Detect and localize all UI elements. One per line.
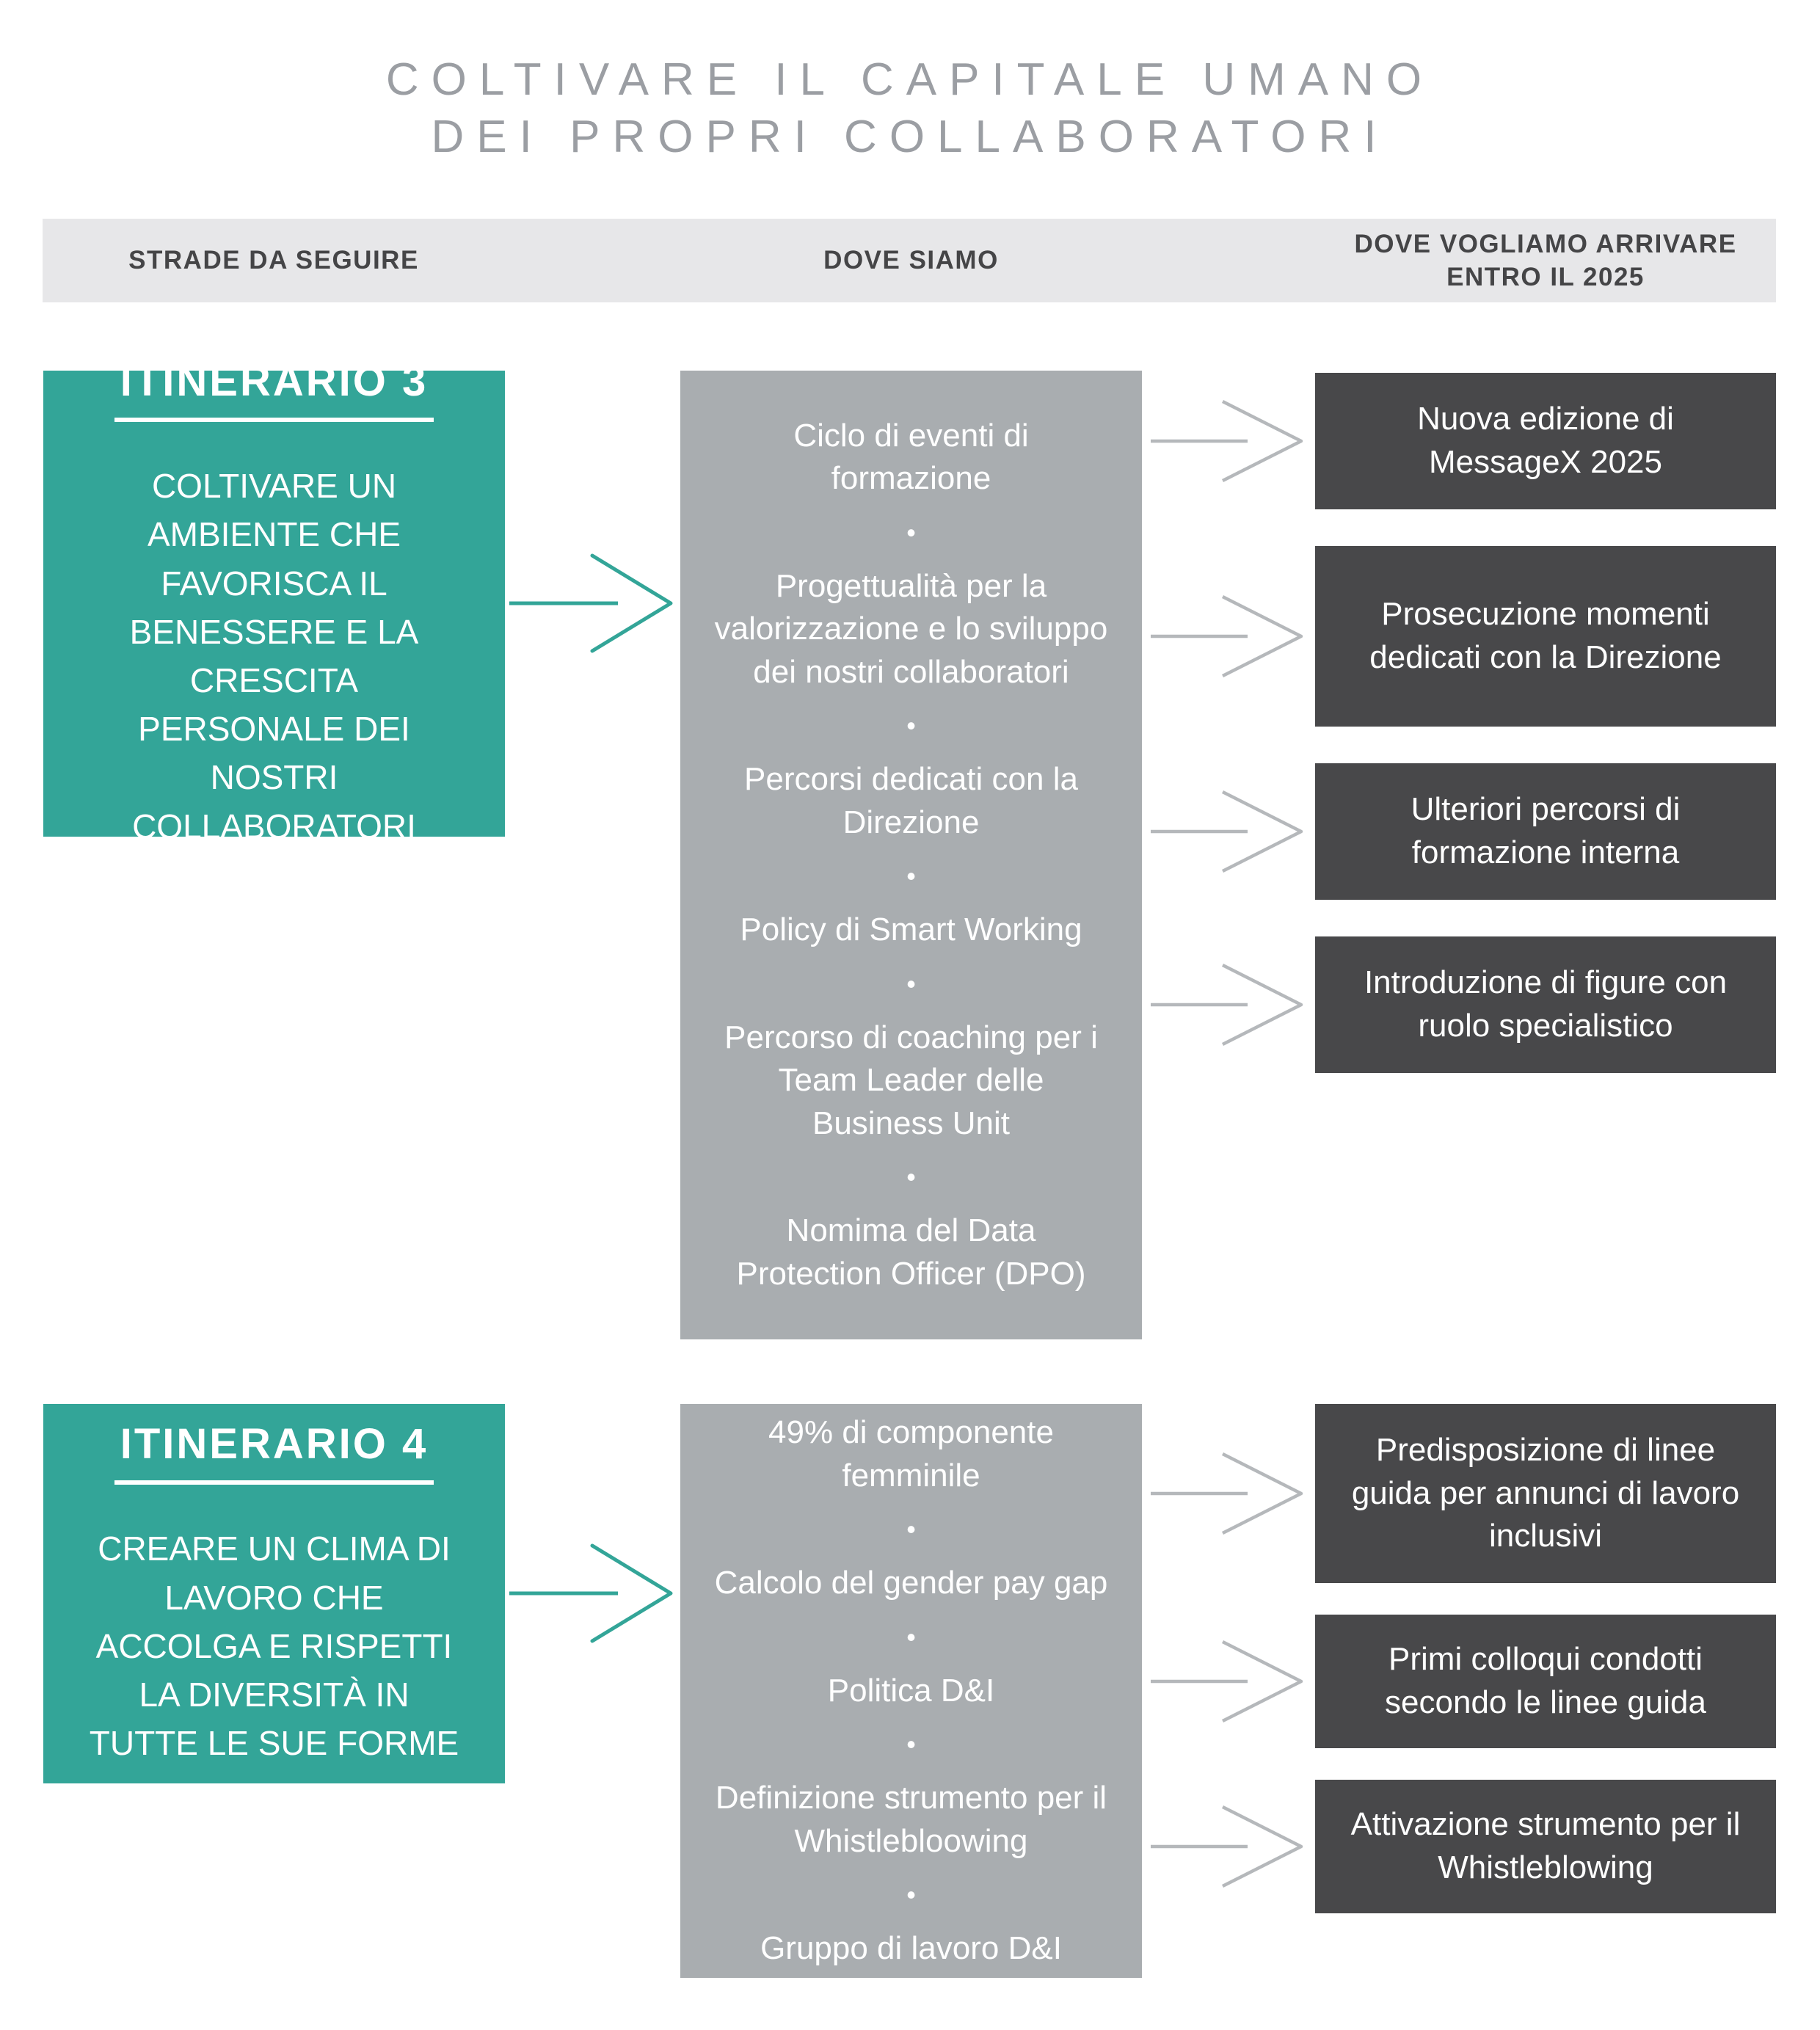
column-header-line2: ENTRO IL 2025 — [1446, 263, 1645, 291]
itinerary-3-heading: ITINERARIO 3 — [114, 357, 434, 422]
column-header-dove-vogliamo-arrivare — [1315, 219, 1776, 302]
list-item: 49% di componente femminile — [768, 1414, 1054, 1494]
bullet-separator: • — [906, 968, 916, 999]
bullet-separator: • — [906, 1880, 916, 1910]
bullet-separator: • — [906, 1621, 916, 1652]
goal-box — [1315, 546, 1776, 727]
arrow-right-icon — [1151, 1442, 1308, 1545]
itinerary-3-description: COLTIVARE UN AMBIENTE CHE FAVORISCA IL BENESSERE E LA CRESCITA PERSONALE DEI NOSTRI COLLABORATORI — [129, 467, 419, 845]
arrow-right-icon — [1151, 953, 1308, 1056]
dove-siamo-box-2 — [680, 1404, 1142, 1978]
goal-text: Predisposizione di linee guida per annunci di lavoro inclusivi — [1351, 1431, 1740, 1554]
list-item: Ciclo di eventi di formazione — [793, 417, 1029, 497]
dove-siamo-box-1 — [680, 371, 1142, 1339]
arrow-right-icon — [1151, 390, 1308, 492]
list-item: Gruppo di lavoro D&I — [760, 1930, 1062, 1967]
list-item: Calcolo del gender pay gap — [714, 1565, 1108, 1601]
list-item: Politica D&I — [827, 1672, 995, 1709]
goal-text: Attivazione strumento per il Whistleblowing — [1350, 1806, 1741, 1885]
goal-box — [1315, 1615, 1776, 1748]
arrow-right-icon — [1151, 780, 1308, 883]
goal-box — [1315, 373, 1776, 509]
goal-box — [1315, 936, 1776, 1073]
column-header-band — [43, 219, 1776, 302]
goal-text: Primi colloqui condotti secondo le linee guida — [1385, 1641, 1706, 1720]
bullet-separator: • — [906, 710, 916, 741]
bullet-separator: • — [906, 1729, 916, 1760]
page-title — [0, 51, 1820, 165]
list-item: Nomima del Data Protection Officer (DPO) — [736, 1212, 1086, 1292]
itinerary-4-box — [43, 1404, 505, 1783]
arrow-right-icon — [508, 541, 678, 666]
arrow-right-icon — [1151, 1795, 1308, 1898]
goal-box — [1315, 1780, 1776, 1913]
column-header-line1: DOVE VOGLIAMO ARRIVARE — [1354, 229, 1737, 258]
arrow-right-icon — [508, 1531, 678, 1656]
bullet-separator: • — [906, 517, 916, 547]
column-header-strade-da-seguire: STRADE DA SEGUIRE — [128, 246, 419, 275]
arrow-right-icon — [1151, 585, 1308, 688]
goal-text: Nuova edizione di MessageX 2025 — [1417, 401, 1674, 480]
goal-text: Prosecuzione momenti dedicati con la Direzione — [1369, 596, 1722, 675]
list-item: Progettualità per la valorizzazione e lo sviluppo dei nostri collaboratori — [714, 567, 1108, 690]
goal-text: Ulteriori percorsi di formazione interna — [1410, 791, 1681, 870]
page-title-line1: COLTIVARE IL CAPITALE UMANO — [385, 54, 1435, 105]
bullet-separator: • — [906, 1514, 916, 1545]
goal-box — [1315, 763, 1776, 900]
bullet-separator: • — [906, 861, 916, 892]
list-item: Percorso di coaching per i Team Leader delle Business Unit — [724, 1019, 1098, 1141]
goal-text: Introduzione di figure con ruolo specialistico — [1364, 964, 1728, 1044]
itinerary-4-heading: ITINERARIO 4 — [114, 1419, 434, 1485]
arrow-right-icon — [1151, 1630, 1308, 1733]
list-item: Policy di Smart Working — [740, 912, 1082, 948]
column-header-dove-siamo: DOVE SIAMO — [823, 246, 999, 275]
page-title-line2: DEI PROPRI COLLABORATORI — [431, 111, 1389, 162]
itinerary-3-box — [43, 357, 505, 845]
goal-box — [1315, 1404, 1776, 1583]
itinerary-4-description: CREARE UN CLIMA DI LAVORO CHE ACCOLGA E RISPETTI LA DIVERSITÀ IN TUTTE LE SUE FORME — [89, 1529, 459, 1763]
bullet-separator: • — [906, 1162, 916, 1193]
list-item: Definizione strumento per il Whistlebloowing — [715, 1780, 1107, 1859]
list-item: Percorsi dedicati con la Direzione — [744, 761, 1078, 840]
